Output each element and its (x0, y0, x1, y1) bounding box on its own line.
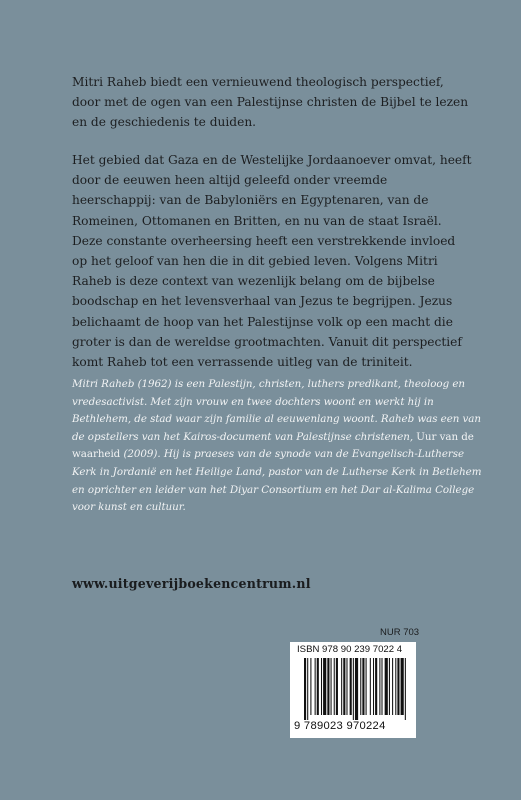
barcode-digits: 9 789023 970224 (294, 720, 386, 732)
barcode-bar (381, 658, 382, 715)
barcode-bar (307, 658, 308, 720)
barcode-bar (317, 658, 319, 715)
author-bio-book-title: Uur van de waarheid (72, 430, 474, 461)
barcode-bar (401, 658, 404, 715)
barcode-bar (343, 658, 345, 715)
barcode-bar (360, 658, 361, 715)
barcode-bar (392, 658, 393, 715)
barcode-bar (334, 658, 335, 715)
barcode-bar (385, 658, 388, 715)
barcode-bar (310, 658, 311, 715)
barcode-bar (331, 658, 332, 715)
barcode-bar (397, 658, 399, 715)
barcode-graphic (304, 658, 408, 720)
barcode-bar (405, 658, 406, 720)
isbn-barcode-box (290, 642, 416, 738)
body-paragraph: Het gebied dat Gaza en de Westelijke Jordaanoever omvat, heeft door de eeuwen heen altijd geleefd onder vreemde heerschappij: van de Babyloniërs en Egyptenaren, van de Romeinen, Ottomanen en Britten, en nu van de staat Israël. Deze constante overheersing heeft een verstrekkende invloed op het geloof van hen die in dit gebied leven. Volgens Mitri Raheb is deze context van wezenlijk belang om de bijbelse boodschap en het levensverhaal van Jezus te begrijpen. Jezus belichaamt de hoop van het Palestijnse volk op een macht die groter is dan de wereldse grootmachten. Vanuit dit perspectief komt Raheb tot een verrassende uitleg van de triniteit. (72, 153, 472, 370)
author-bio-part1: Mitri Raheb (1962) is een Palestijn, christen, luthers predikant, theoloog en vredesactivist. Met zijn vrouw en twee dochters woont en werkt hij in Bethlehem, de stad waar zijn familie al eeuwenlang woont. Raheb was een van de opstellers van het Kairos-document van Palestijnse christenen, (72, 378, 481, 443)
barcode-bar (379, 658, 380, 715)
barcode-bar (323, 658, 326, 715)
barcode-bar (336, 658, 338, 715)
barcode-bar (321, 658, 322, 715)
barcode-bar (375, 658, 377, 715)
intro-paragraph: Mitri Raheb biedt een vernieuwend theologisch perspectief, door met de ogen van een Palestijnse christen de Bijbel te lezen en de geschiedenis te duiden. (72, 75, 469, 130)
barcode-bar (389, 658, 390, 715)
barcode-bar (366, 658, 367, 715)
barcode-bar (304, 658, 306, 720)
barcode-bar (362, 658, 364, 715)
barcode-bar (355, 658, 358, 720)
barcode-bar (395, 658, 396, 715)
barcode-bar (346, 658, 347, 715)
barcode-bar (315, 658, 316, 715)
barcode-bar (370, 658, 371, 715)
author-bio (72, 376, 482, 517)
author-bio-part2: (2009). Hij is praeses van de synode van de Evangelisch-Lutherse Kerk in Jordanië en het Heilige Land, pastor van de Lutherse Kerk in Betlehem en oprichter en leider van het Diyar Consortium en het Dar al-Kalima College voor kunst en cultuur. (72, 448, 482, 514)
isbn-number: ISBN 978 90 239 7022 4 (297, 644, 403, 655)
barcode-bar (373, 658, 374, 715)
barcode-bar (327, 658, 329, 715)
barcode-bar (341, 658, 342, 715)
barcode-bar (350, 658, 352, 715)
barcode-bar (353, 658, 354, 720)
publisher-website[interactable]: www.uitgeverijboekencentrum.nl (72, 576, 311, 591)
nur-code: NUR 703 (380, 627, 420, 638)
